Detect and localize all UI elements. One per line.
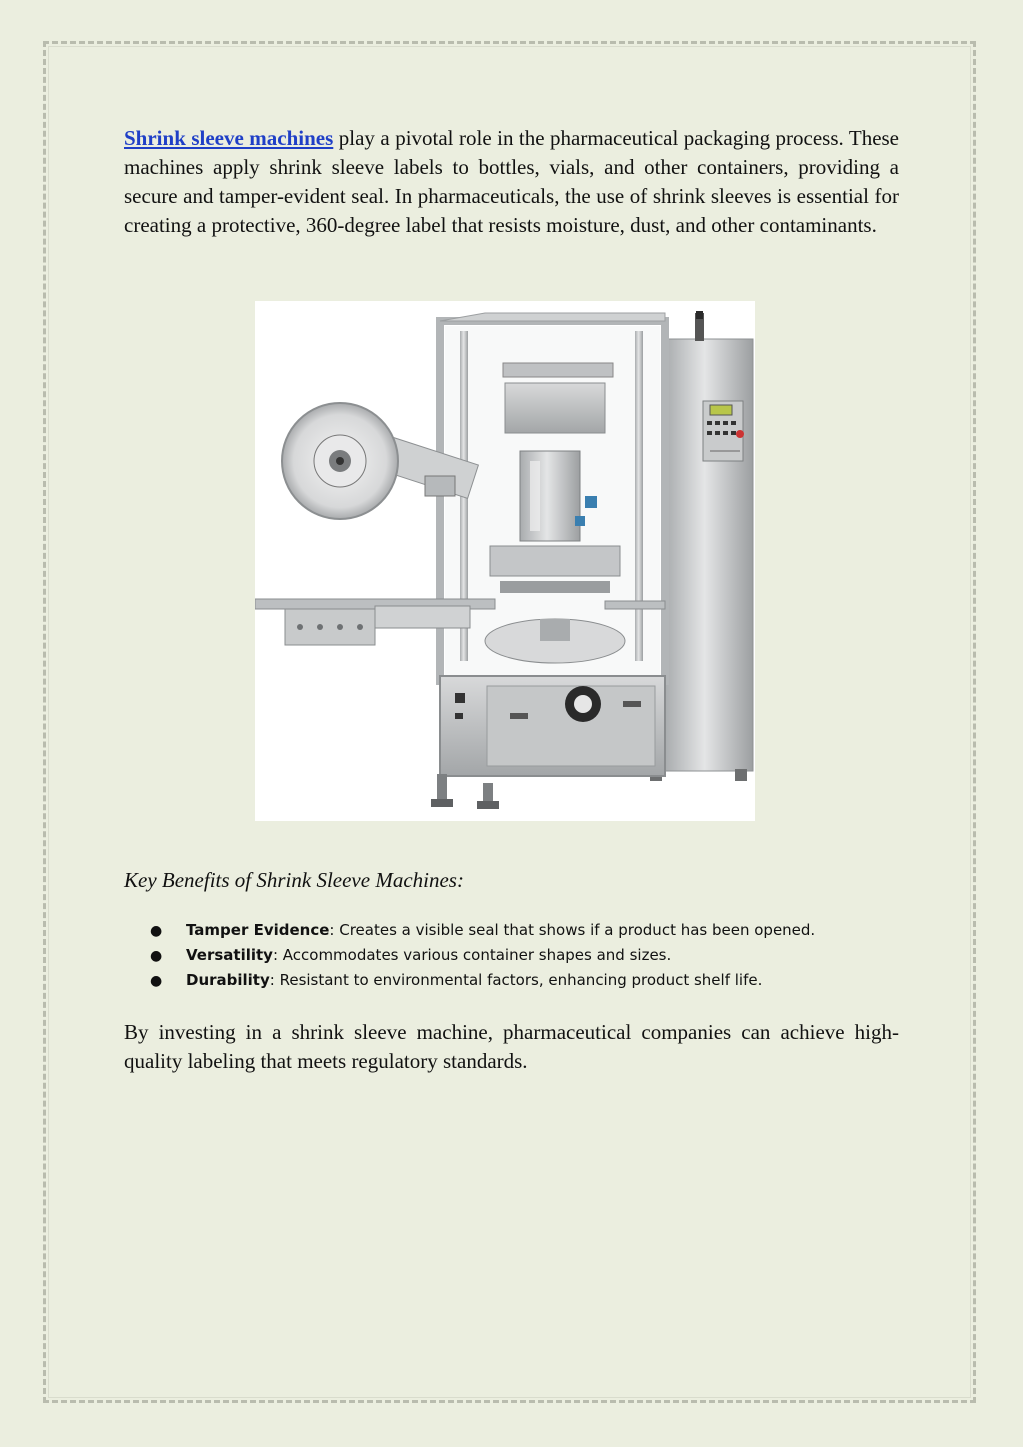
bullet-icon: ●: [150, 973, 163, 989]
benefit-item: [150, 918, 815, 943]
benefit-item: [150, 943, 815, 968]
benefit-term: Durability: [186, 971, 270, 989]
intro-text: play a pivotal role in the pharmaceutical packaging process. These machines apply shrink sleeve labels to bottles, vials, and other containers, providing a secure and tamper-evident seal. In pharmaceuticals, the use of shrink sleeves is essential for creating a protective, 360-degree label that resists moisture, dust, and other contaminants.: [124, 126, 900, 237]
benefits-list: [150, 918, 815, 993]
benefit-item: [150, 968, 815, 993]
bullet-icon: ●: [150, 923, 163, 939]
benefit-desc: : Creates a visible seal that shows if a product has been opened.: [329, 921, 816, 939]
closing-paragraph: By investing in a shrink sleeve machine, pharmaceutical companies can achieve high-quality labeling that meets regulatory standards.: [124, 1020, 899, 1073]
benefit-desc: : Accommodates various container shapes and sizes.: [272, 946, 672, 964]
shrink-sleeve-machines-link[interactable]: Shrink sleeve machines: [124, 126, 334, 150]
benefits-heading: Key Benefits of Shrink Sleeve Machines:: [124, 868, 464, 892]
bullet-icon: ●: [150, 948, 163, 964]
benefit-term: Versatility: [186, 946, 273, 964]
intro-paragraph: [124, 124, 899, 240]
benefit-desc: : Resistant to environmental factors, enhancing product shelf life.: [269, 971, 763, 989]
benefit-term: Tamper Evidence: [186, 921, 330, 939]
machine-image: [255, 301, 755, 821]
